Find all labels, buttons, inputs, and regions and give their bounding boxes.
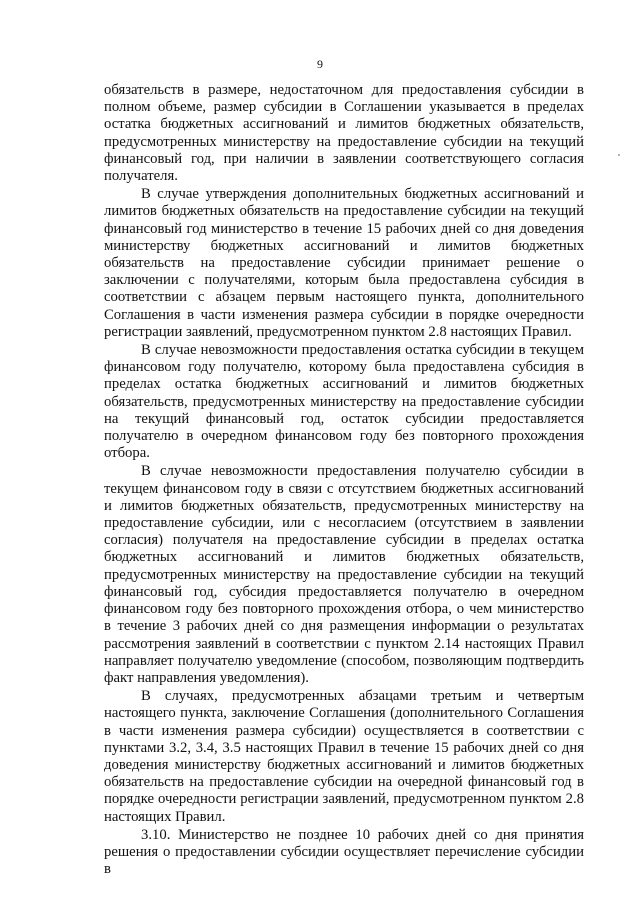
paragraph-additional-allocations: В случае утверждения дополнительных бюджетных ассигнований и лимитов бюджетных обязательств на предоставление субсидии на текущий финансовый год министерство в течение 15 рабочих дней со дня доведения министерству бюджетных ассигнований и лимитов бюджетных обязательств на предоставление субсидии принимает решение о заключении с получателями, которым была предоставлена субсидия в соответствии с абзацем первым настоящего пункта, дополнительного Соглашения в части изменения размера субсидии в порядке очередности регистрации заявлений, предусмотренном пунктом 2.8 настоящих Правил. bbox=[104, 186, 584, 340]
paragraph-remaining-subsidy: В случае невозможности предоставления остатка субсидии в текущем финансовом году получателю, которому была предоставлена субсидия в пределах остатка бюджетных ассигнований и лимитов бюджетных обязательств, предусмотренных министерству на предоставление субсидии на текущий финансовый год, остаток субсидии предоставляется получателю в очередном финансовом году без повторного прохождения отбора. bbox=[104, 342, 584, 462]
paragraph-continued: обязательств в размере, недостаточном для предоставления субсидии в полном объеме, размер субсидии в Соглашении указывается в пределах остатка бюджетных ассигнований и лимитов бюджетных обязательств, предусмотренных министерству на предоставление субсидии на текущий финансовый год, при наличии в заявлении соответствующего согласия получателя. bbox=[104, 82, 584, 185]
paragraph-impossibility-of-subsidy: В случае невозможности предоставления получателю субсидии в текущем финансовом году в связи с отсутствием бюджетных ассигнований и лимитов бюджетных обязательств, предусмотренных министерству на предоставление субсидии, или с несогласием (отсутствием в заявлении согласия) получателя на предоставление субсидии в пределах остатка бюджетных ассигнований и лимитов бюджетных обязательств, предусмотренных министерству на предоставление субсидии на текущий финансовый год, субсидия предоставляется получателю в очередном финансовом году без повторного прохождения отбора, о чем министерство в течение 3 рабочих дней со дня размещения информации о результатах рассмотрения заявлений в соответствии с пунктом 2.14 настоящих Правил направляет получателю уведомление (способом, позволяющим подтвердить факт направления уведомления). bbox=[104, 463, 584, 686]
document-body bbox=[104, 82, 584, 878]
paragraph-clause-3-10: 3.10. Министерство не позднее 10 рабочих дней со дня принятия решения о предоставлении субсидии осуществляет перечисление субсидии в bbox=[104, 826, 584, 878]
paragraph-agreement-conclusion: В случаях, предусмотренных абзацами третьим и четвертым настоящего пункта, заключение Соглашения (дополнительного Соглашения в части изменения размера субсидии) осуществляется в соответствии с пунктами 3.2, 3.4, 3.5 настоящих Правил в течение 15 рабочих дней со дня доведения министерству бюджетных ассигнований и лимитов бюджетных обязательств на предоставление субсидии на очередной финансовый год в порядке очередности регистрации заявлений, предусмотренном пунктом 2.8 настоящих Правил. bbox=[104, 688, 584, 825]
margin-dot bbox=[618, 154, 620, 156]
page-number: 9 bbox=[317, 57, 323, 71]
